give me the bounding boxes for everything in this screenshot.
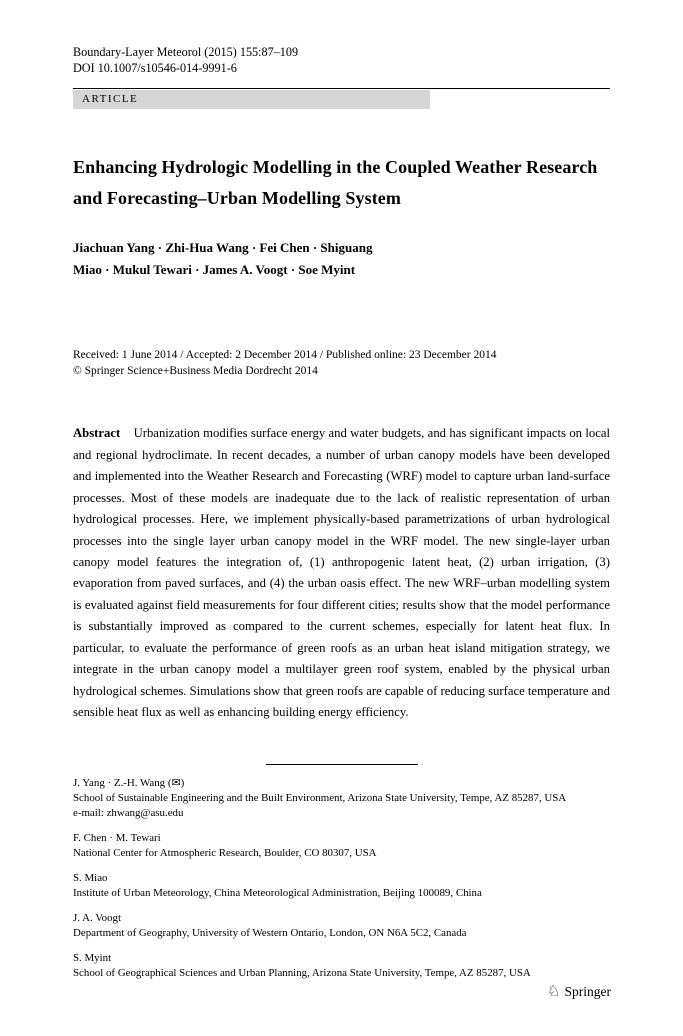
page-content [73,44,610,981]
paper-title: Enhancing Hydrologic Modelling in the Coupled Weather Research and Forecasting–Urban Modelling System [73,156,598,209]
springer-logo [547,984,611,1000]
footnote-separator [266,764,418,765]
footnote-affiliation: National Center for Atmospheric Research, Boulder, CO 80307, USA [73,846,377,859]
author-footnotes [73,776,610,982]
footnote-email: e-mail: zhwang@asu.edu [73,806,184,819]
article-type-label: ARTICLE [82,92,139,105]
doi: DOI 10.1007/s10546-014-9991-6 [73,61,237,76]
received-accepted-line: Received: 1 June 2014 / Accepted: 2 December 2014 / Published online: 23 December 2014 [73,349,497,362]
springer-horse-icon: ♘ [547,983,561,1000]
footnote-affiliation: Department of Geography, University of Western Ontario, London, ON N6A 5C2, Canada [73,927,467,940]
abstract-label: Abstract [73,426,121,441]
footnote-names: S. Myint [73,952,112,965]
abstract-text: Urbanization modifies surface energy and water budgets, and has significant impacts on local and regional hydroclimate. In recent decades, a number of urban canopy models have been developed and implemented into the Weather Research and Forecasting (WRF) model to capture urban land-surface processes. Most of these models are inadequate due to the lack of realistic representation of urban hydrological processes. Here, we implement physically-based parametrizations of urban hydrological processes into the single layer urban canopy model in the WRF model. The new single-layer urban canopy model features the integration of, (1) anthropogenic latent heat, (2) urban irrigation, (3) evaporation from paved surfaces, and (4) the urban oasis effect. The new WRF–urban modelling system is evaluated against field measurements for four different cities; results show that the model performance is substantially improved as compared to the current schemes, especially for latent heat flux. In particular, to evaluate the performance of green roofs as an urban heat island mitigation strategy, we integrate in the urban canopy model a multilayer green roof system, enabled by the physical urban hydrological schemes. Simulations show that green roofs are capable of reducing surface temperature and sensible heat flux as well as enhancing building energy efficiency. [73,426,611,720]
article-type-row [73,88,610,110]
copyright-line: © Springer Science+Business Media Dordrecht 2014 [73,365,318,378]
footnote-affiliation: School of Sustainable Engineering and the Built Environment, Arizona State University, Tempe, AZ 85287, USA [73,791,567,804]
footnote-affiliation-block [73,831,610,861]
springer-logo-text: Springer [564,984,611,999]
footnote-affiliation: Institute of Urban Meteorology, China Meteorological Administration, Beijing 100089, China [73,886,482,899]
article-type-badge [73,90,430,109]
authors-line: Jiachuan Yang · Zhi-Hua Wang · Fei Chen · Shiguang Miao · Mukul Tewari · James A. Voogt · Soe Myint [73,239,373,278]
journal-reference: Boundary-Layer Meteorol (2015) 155:87–109 [73,45,299,59]
footnote-names: F. Chen · M. Tewari [73,831,161,844]
footnote-corresponding-author [73,776,610,821]
dates-block [73,347,610,379]
footnote-affiliation-block [73,871,610,901]
footnote-affiliation: School of Geographical Sciences and Urban Planning, Arizona State University, Tempe, AZ 85287, USA [73,967,531,980]
footnote-affiliation-block [73,951,610,981]
footnote-names: J. Yang · Z.-H. Wang (✉) [73,776,185,789]
footnote-names: S. Miao [73,871,108,884]
footnote-affiliation-block [73,911,610,941]
footnote-names: J. A. Voogt [73,911,122,924]
abstract-paragraph [73,423,610,723]
